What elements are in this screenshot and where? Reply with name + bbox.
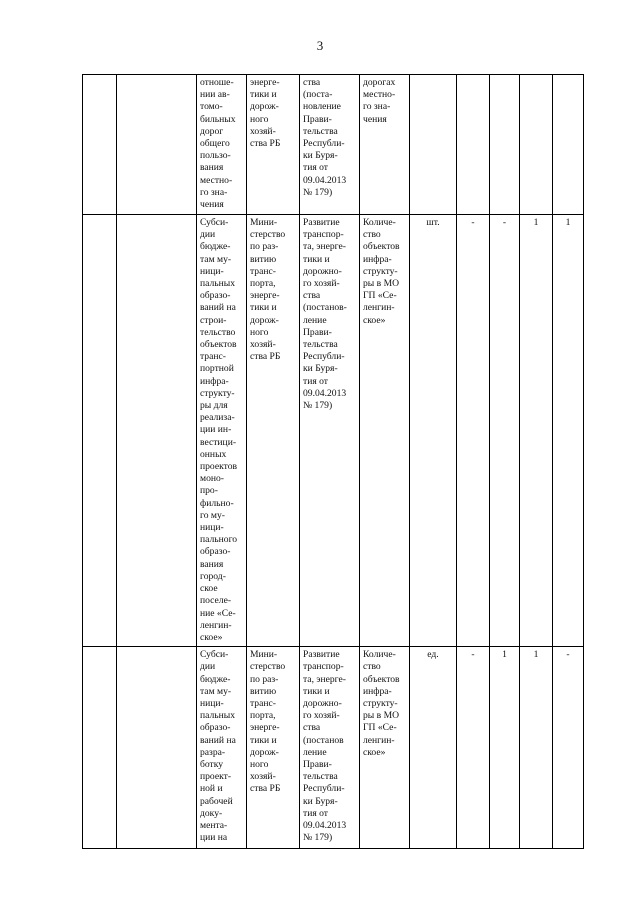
table-cell-unit: шт. — [410, 215, 457, 647]
table-cell-program: ства (поста- новление Прави- тельства Республи- ки Буря- тия от 09.04.2013 № 179) — [300, 75, 360, 215]
table-cell-value-1: - — [457, 647, 490, 849]
table-cell-program: Развитие транспор- та, энерге- тики и дорожно- го хозяй- ства (постанов- ление Прави- тельства Республи- ки Буря- тия от 09.04.2013 № 179) — [300, 215, 360, 647]
table-row — [83, 647, 584, 849]
table-cell-measure: Субси- дии бюдже- там му- ници- пальных образо- ваний на разра- ботку проект- ной и рабочей доку- мента- ции на — [197, 647, 247, 849]
table-cell-b — [117, 215, 197, 647]
table-cell-unit — [410, 75, 457, 215]
table-cell-responsible: Мини- стерство по раз- витию транс- порта, энерге- тики и дорож- ного хозяй- ства РБ — [247, 215, 300, 647]
table-cell-value-3 — [520, 75, 553, 215]
table-cell-b — [117, 75, 197, 215]
table-cell-value-2: 1 — [490, 647, 520, 849]
table-cell-value-4 — [553, 75, 584, 215]
table-cell-value-4: - — [553, 647, 584, 849]
table-cell-value-2 — [490, 75, 520, 215]
table-cell-responsible: энерге- тики и дорож- ного хозяй- ства РБ — [247, 75, 300, 215]
table-cell-program: Развитие транспор- та, энерге- тики и дорожно- го хозяй- ства (постанов ление Прави- тельства Республи- ки Буря- тия от 09.04.2013 № 179) — [300, 647, 360, 849]
table-cell-a — [83, 647, 117, 849]
table-cell-measure: отноше- нии ав- томо- бильных дорог общего пользо- вания местно- го зна- чения — [197, 75, 247, 215]
table-cell-a — [83, 215, 117, 647]
table-cell-measure: Субси- дии бюдже- там му- ници- пальных образо- ваний на строи- тельство объектов транс- портной инфра- структу- ры для реализа- ции ин- вестици- онных проектов моно- про- фильно- го му- ници- пального образо- вания город- ское поселе- ние «Се- ленгин- ское» — [197, 215, 247, 647]
table-cell-value-1 — [457, 75, 490, 215]
page-number: 3 — [316, 38, 324, 53]
table-cell-value-3: 1 — [520, 215, 553, 647]
table-cell-responsible: Мини- стерство по раз- витию транс- порта, энерге- тики и дорож- ного хозяй- ства РБ — [247, 647, 300, 849]
table-cell-b — [117, 647, 197, 849]
table-cell-value-2: - — [490, 215, 520, 647]
table-cell-a — [83, 75, 117, 215]
program-table — [82, 74, 584, 849]
table-row — [83, 75, 584, 215]
table-cell-indicator: дорогах местно- го зна- чения — [360, 75, 410, 215]
table-cell-indicator: Количе- ство объектов инфра- структу- ры в МО ГП «Се- ленгин- ское» — [360, 215, 410, 647]
table-row — [83, 215, 584, 647]
table-cell-indicator: Количе- ство объектов инфра- структу- ры в МО ГП «Се- ленгин- ское» — [360, 647, 410, 849]
table-cell-value-1: - — [457, 215, 490, 647]
table-cell-unit: ед. — [410, 647, 457, 849]
table-cell-value-4: 1 — [553, 215, 584, 647]
table-cell-value-3: 1 — [520, 647, 553, 849]
